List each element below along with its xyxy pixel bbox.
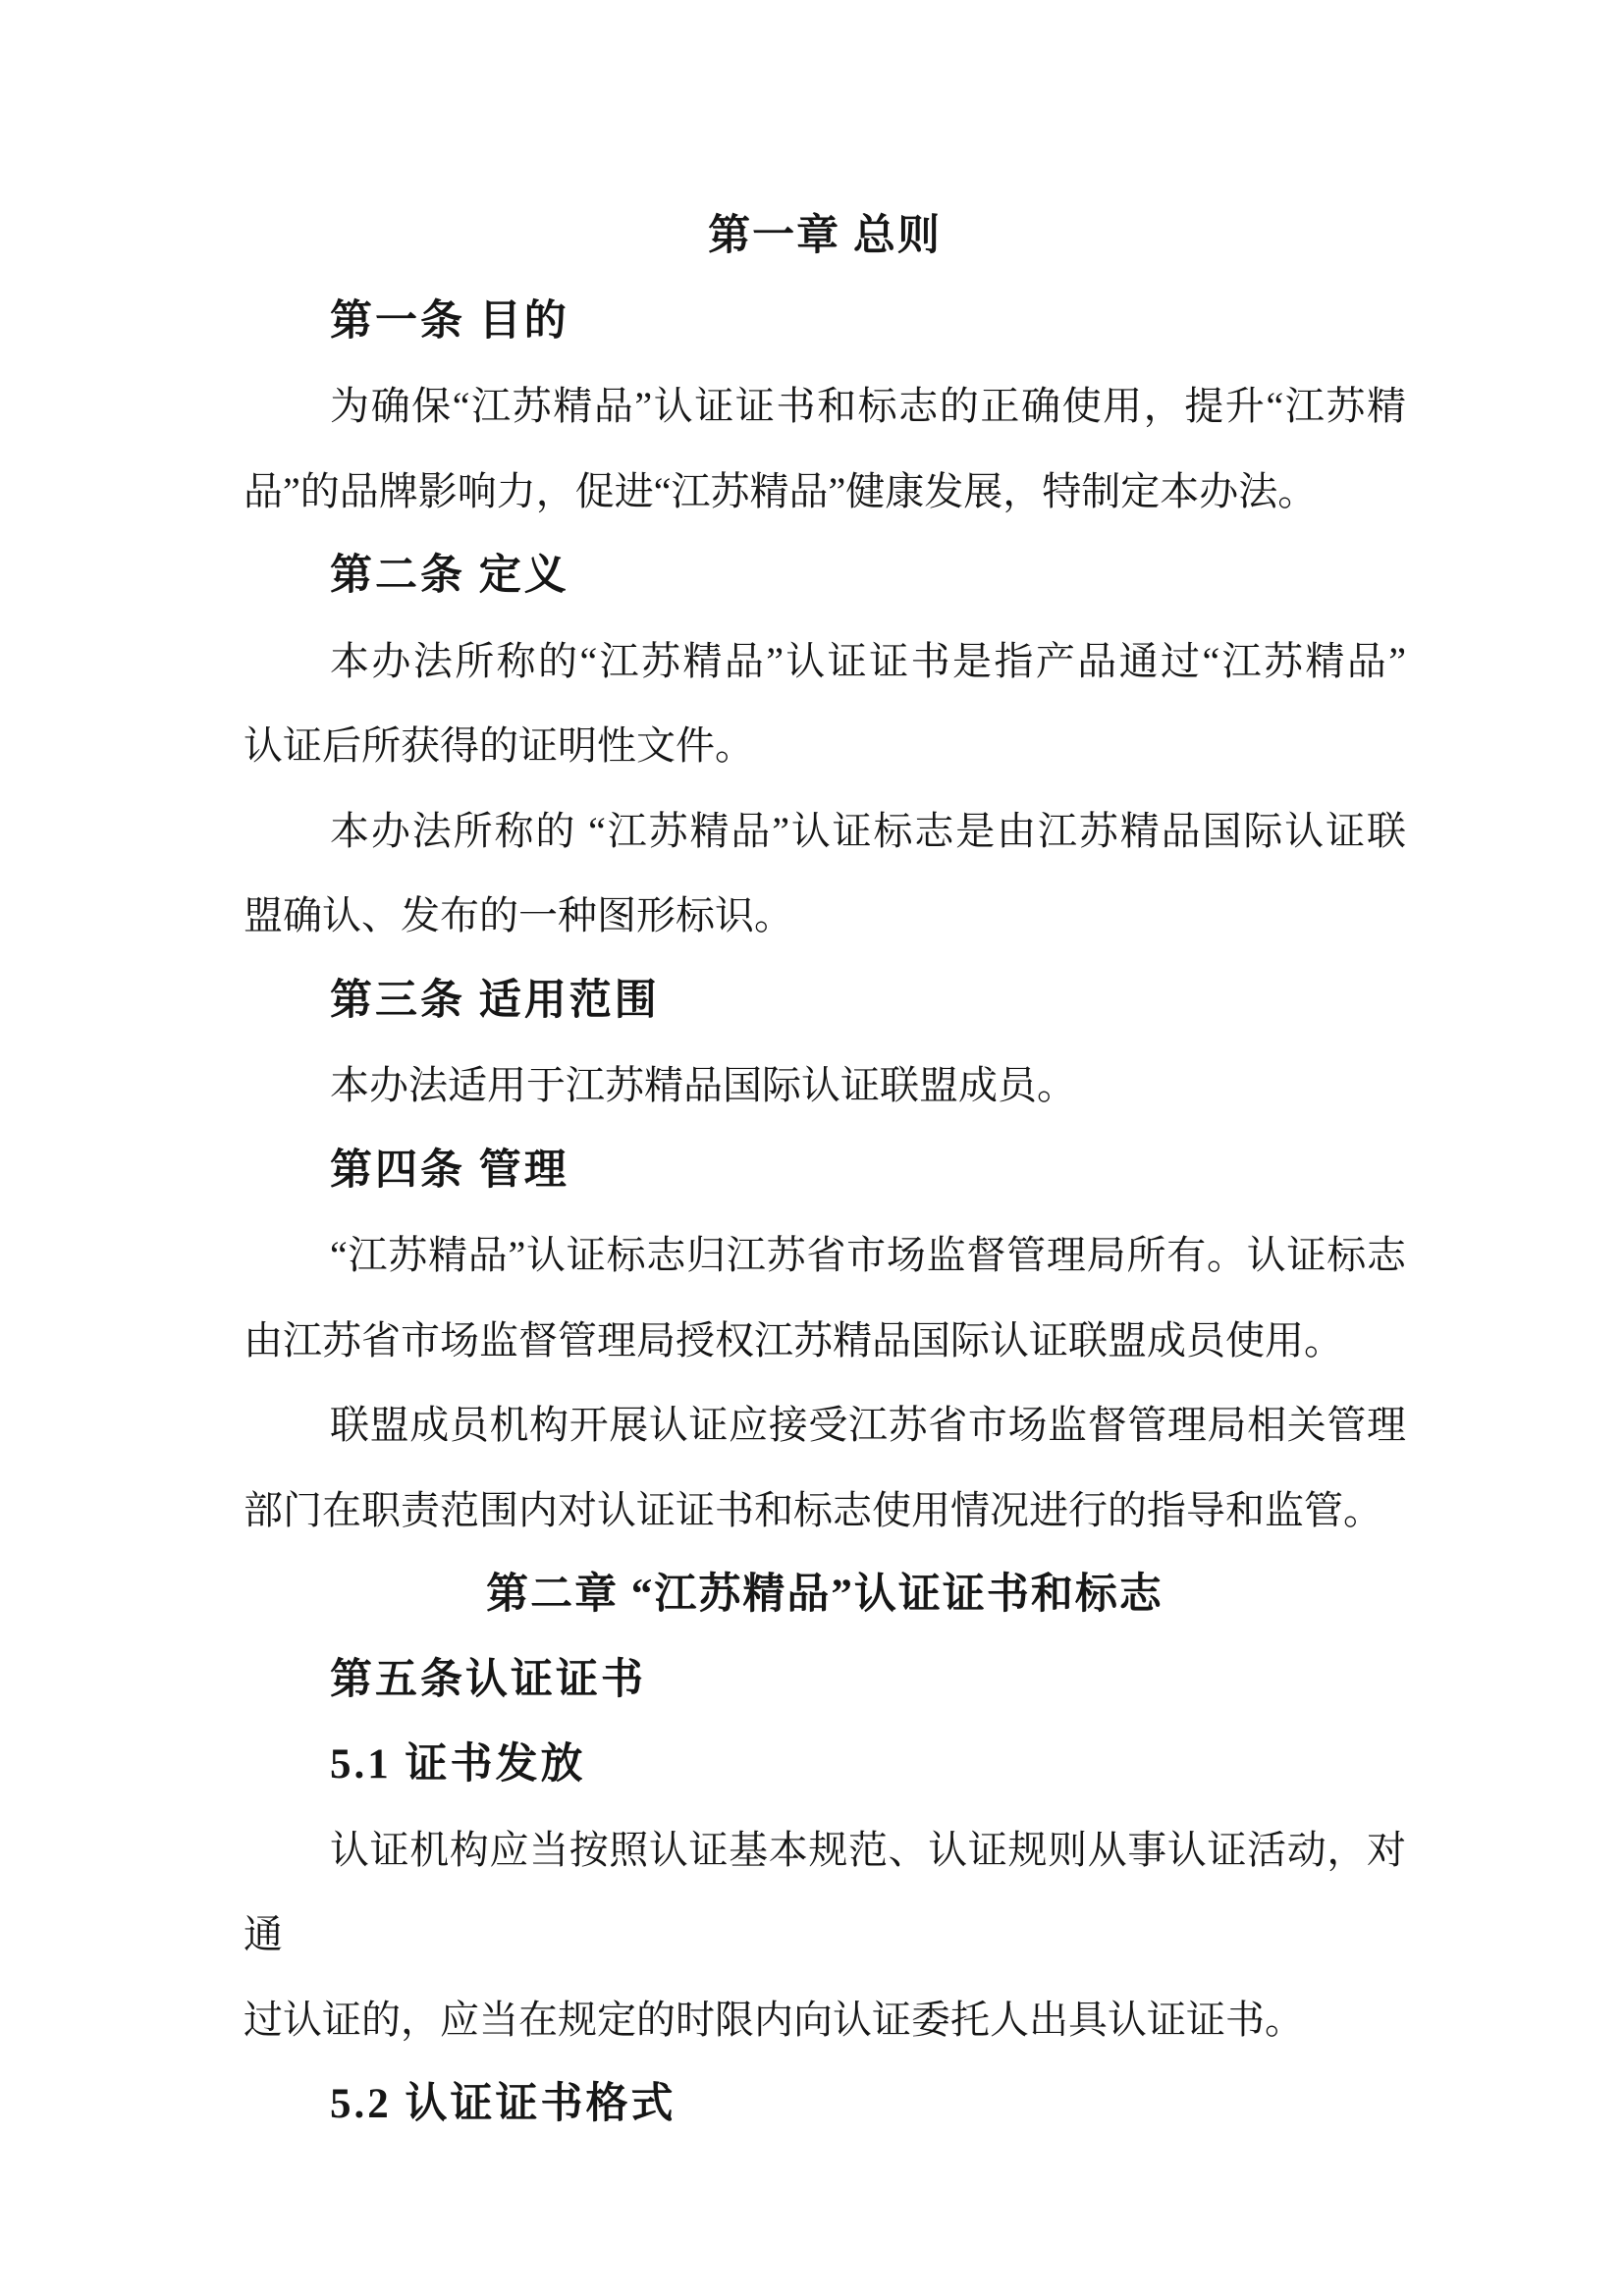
- article-3-heading: 第三条 适用范围: [330, 977, 660, 1024]
- article-5-heading: 第五条认证证书: [330, 1656, 646, 1703]
- section-5-1-paragraph-line: 过认证的，应当在规定的时限内向认证委托人出具认证证书。: [244, 1997, 1304, 2042]
- article-2-paragraph-line: 认证后所获得的证明性文件。: [244, 723, 754, 768]
- article-4-paragraph-line: 部门在职责范围内对认证证书和标志使用情况进行的指导和监管。: [244, 1487, 1382, 1532]
- chapter-2-title: 第二章 “江苏精品”认证证书和标志: [486, 1572, 1164, 1618]
- article-2-paragraph-line: 盟确认、发布的一种图形标识。: [244, 893, 793, 937]
- article-1-paragraph-line: 为确保“江苏精品”认证证书和标志的正确使用，提升“江苏精: [330, 384, 1406, 428]
- article-2-paragraph-line: 本办法所称的 “江苏精品”认证标志是由江苏精品国际认证联: [330, 808, 1406, 853]
- article-4-heading: 第四条 管理: [330, 1147, 569, 1194]
- section-5-1-heading: 5.1 证书发放: [330, 1741, 586, 1788]
- article-1-heading: 第一条 目的: [330, 297, 569, 345]
- article-1-paragraph-line: 品”的品牌影响力，促进“江苏精品”健康发展，特制定本办法。: [244, 468, 1318, 513]
- article-3-paragraph-line: 本办法适用于江苏精品国际认证联盟成员。: [330, 1063, 1076, 1107]
- section-5-2-heading: 5.2 认证证书格式: [330, 2081, 677, 2127]
- article-4-paragraph-line: “江苏精品”认证标志归江苏省市场监督管理局所有。认证标志: [330, 1233, 1406, 1277]
- article-2-paragraph-line: 本办法所称的“江苏精品”认证证书是指产品通过“江苏精品”: [330, 638, 1406, 683]
- article-4-paragraph-line: 联盟成员机构开展认证应接受江苏省市场监督管理局相关管理: [330, 1403, 1406, 1447]
- chapter-1-title: 第一章 总则: [708, 213, 942, 259]
- section-5-1-paragraph-line: 认证机构应当按照认证基本规范、认证规则从事认证活动，对通: [244, 1827, 1406, 1956]
- article-4-paragraph-line: 由江苏省市场监督管理局授权江苏精品国际认证联盟成员使用。: [244, 1317, 1343, 1362]
- article-2-heading: 第二条 定义: [330, 553, 569, 599]
- document-body: [244, 194, 1406, 2148]
